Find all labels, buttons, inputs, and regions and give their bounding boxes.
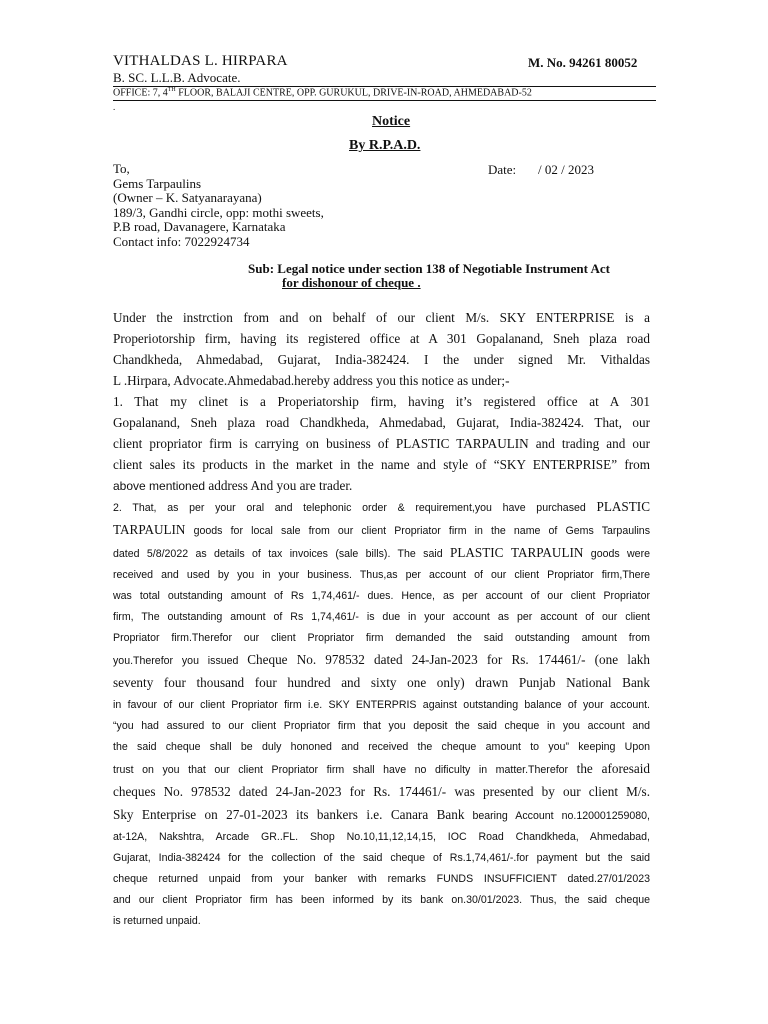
para2-line: TARPAULIN goods for local sale from our client Propriator firm in the name of Gems Tarpaulins bbox=[113, 522, 650, 537]
para2-line: “you had assured to our client Propriator firm that you deposit the said cheque in you account and bbox=[113, 720, 650, 732]
para2-line: cheques No. 978532 dated 24-Jan-2023 for Rs. 174461/- was presented by our client M/s. bbox=[113, 784, 650, 799]
subject-line-1: Sub: Legal notice under section 138 of Negotiable Instrument Act bbox=[248, 261, 610, 276]
para2-line: and our client Propriator firm has been informed by its bank on.30/01/2023. Thus, the said cheque bbox=[113, 894, 650, 906]
intro-line: L .Hirpara, Advocate.Ahmedabad.hereby address you this notice as under;- bbox=[113, 373, 510, 388]
para2-line: trust on you that our client Propriator firm shall have no dificulty in matter.Therefor the aforesaid bbox=[113, 761, 651, 776]
addressee-line: P.B road, Davanagere, Karnataka bbox=[113, 219, 286, 234]
advocate-name: VITHALDAS L. HIRPARA bbox=[113, 53, 288, 69]
para2-line: was total outstanding amount of Rs 1,74,461/- dues. Hence, as per account of our client Propriator bbox=[113, 590, 650, 602]
para2-line: at-12A, Nakshtra, Arcade GR..FL. Shop No.10,11,12,14,15, IOC Road Chandkheda, Ahmedabad, bbox=[113, 831, 650, 843]
intro-line: Under the instrction from and on behalf of our client M/s. SKY ENTERPRISE is a bbox=[113, 310, 650, 325]
subject-line-2: for dishonour of cheque . bbox=[282, 275, 421, 290]
para1-line: client sales its products in the market in the name and style of “SKY ENTERPRISE” from bbox=[113, 457, 650, 472]
office-address: OFFICE: 7, 4TH FLOOR, BALAJI CENTRE, OPP. GURUKUL, DRIVE-IN-ROAD, AHMEDABAD-52 bbox=[113, 87, 532, 99]
para2-line: Propriator firm.Therefor our client Propriator firm demanded the said outstanding amount from bbox=[113, 632, 650, 644]
date-value: / 02 / 2023 bbox=[538, 162, 594, 177]
para2-line: Gujarat, India-382424 for the collection of the said cheque of Rs.1,74,461/-.for payment but the said bbox=[113, 852, 650, 864]
header-rule-bottom bbox=[113, 100, 656, 101]
para1-line: client propriator firm is carrying on business of PLASTIC TARPAULIN and trading and our bbox=[113, 436, 650, 451]
header-dot: . bbox=[113, 102, 116, 112]
para2-line: the said cheque shall be duly hononed and received the cheque amount to you” keeping Upon bbox=[113, 741, 650, 753]
para2-line: you.Therefor you issued Cheque No. 978532 dated 24-Jan-2023 for Rs. 174461/- (one lakh bbox=[113, 652, 650, 667]
addressee-line: Contact info: 7022924734 bbox=[113, 233, 250, 249]
para1-line: above mentioned address And you are trader. bbox=[113, 478, 353, 493]
intro-paragraph bbox=[113, 307, 650, 391]
advocate-qualification: B. SC. L.L.B. Advocate. bbox=[113, 70, 241, 85]
intro-line: Properiotorship firm, having its registered office at A 301 Gopalanand, Sneh plaza road bbox=[113, 331, 650, 346]
addressee-block bbox=[113, 162, 324, 249]
para2-line: is returned unpaid. bbox=[113, 915, 201, 927]
para1-line: Gopalanand, Sneh plaza road Chandkheda, Ahmedabad, Gujarat, India-382424. That, our bbox=[113, 415, 650, 430]
para2-line: received and used by you in your business. Thus,as per account of our client Propriator firm,There bbox=[113, 569, 650, 581]
notice-title: Notice bbox=[372, 114, 411, 129]
delivery-mode: By R.P.A.D. bbox=[349, 138, 421, 153]
addressee-line: (Owner – K. Satyanarayana) bbox=[113, 190, 262, 205]
para1-line: 1. That my clinet is a Properiatorship firm, having it’s registered office at A 301 bbox=[113, 394, 650, 409]
para2-line: cheque returned unpaid from your banker with remarks FUNDS INSUFFICIENT dated.27/01/2023 bbox=[113, 873, 650, 885]
para2-line: 2. That, as per your oral and telephonic order & requirement,you have purchased PLASTIC bbox=[113, 499, 650, 514]
para2-line: Sky Enterprise on 27-01-2023 its bankers i.e. Canara Bank bearing Account no.120001259080, bbox=[113, 807, 650, 822]
para2-line: seventy four thousand four hundred and sixty one only) drawn Punjab National Bank bbox=[113, 675, 650, 690]
mobile-number: M. No. 94261 80052 bbox=[528, 55, 638, 70]
addressee-line: 189/3, Gandhi circle, opp: mothi sweets, bbox=[113, 204, 324, 220]
para2-line: in favour of our client Propriator firm i.e. SKY ENTERPRIS against outstanding balance of your account. bbox=[113, 699, 651, 711]
paragraph-2 bbox=[113, 496, 650, 932]
paragraph-1 bbox=[113, 391, 650, 497]
para2-line: dated 5/8/2022 as details of tax invoices (sale bills). The said PLASTIC TARPAULIN goods were bbox=[113, 545, 650, 560]
date-label: Date: bbox=[488, 162, 517, 177]
intro-line: Chandkheda, Ahmedabad, Gujarat, India-382424. I the under signed Mr. Vithaldas bbox=[113, 352, 650, 367]
para2-line: firm, The outstanding amount of Rs 1,74,461/- is due in your account as per account of our client bbox=[113, 611, 650, 623]
addressee-line: Gems Tarpaulins bbox=[113, 175, 202, 191]
addressee-line: To, bbox=[113, 161, 130, 176]
